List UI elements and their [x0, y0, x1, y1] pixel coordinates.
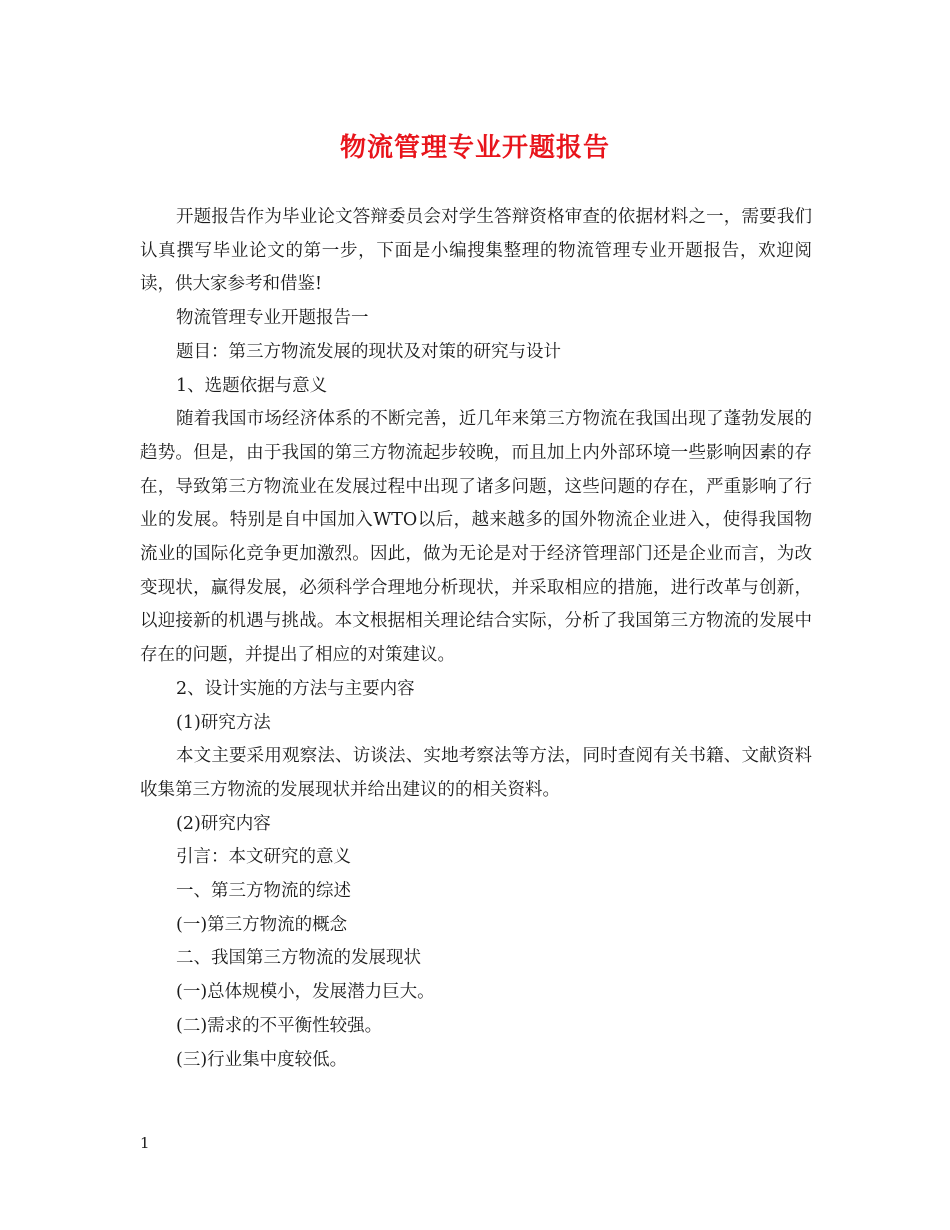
paragraph-introduction-item: 引言：本文研究的意义	[176, 847, 351, 868]
paragraph-outline-item: (三)行业集中度较低。	[176, 1049, 348, 1070]
paragraph-report-heading: 物流管理专业开题报告一	[176, 308, 369, 329]
document-body	[140, 201, 812, 1077]
paragraph-outline-item: 二、我国第三方物流的发展现状	[176, 948, 421, 969]
document-title: 物流管理专业开题报告	[339, 133, 610, 163]
paragraph-section-2-heading: 2、设计实施的方法与主要内容	[176, 678, 415, 699]
paragraph-topic: 题目：第三方物流发展的现状及对策的研究与设计	[176, 341, 561, 362]
paragraph-outline-item: (二)需求的不平衡性较强。	[176, 1015, 383, 1036]
paragraph-section-1-body: 随着我国市场经济体系的不断完善，近几年来第三方物流在我国出现了蓬勃发展的趋势。但是，由于我国的第三方物流起步较晚，而且加上内外部环境一些影响因素的存在，导致第三方物流业在发展过程中出现了诸多问题，这些问题的存在，严重影响了行业的发展。特别是自中国加入WTO以后，越来越多的国外物流企业进入，使得我国物流业的国际化竞争更加激烈。因此，做为无论是对于经济管理部门还是企业而言，为改变现状，赢得发展，必须科学合理地分析现状，并采取相应的措施，进行改革与创新，以迎接新的机遇与挑战。本文根据相关理论结合实际，分析了我国第三方物流的发展中存在的问题，并提出了相应的对策建议。	[140, 409, 812, 666]
paragraph-outline-item: 一、第三方物流的综述	[176, 881, 351, 902]
paragraph-research-method-heading: (1)研究方法	[176, 712, 271, 733]
page-number: 1	[140, 1134, 150, 1152]
paragraph-research-method-body: 本文主要采用观察法、访谈法、实地考察法等方法，同时查阅有关书籍、文献资料收集第三方物流的发展现状并给出建议的的相关资料。	[140, 746, 812, 800]
paragraph-outline-item: (一)总体规模小，发展潜力巨大。	[176, 982, 435, 1003]
paragraph-intro: 开题报告作为毕业论文答辩委员会对学生答辩资格审查的依据材料之一，需要我们认真撰写毕业论文的第一步，下面是小编搜集整理的物流管理专业开题报告，欢迎阅读，供大家参考和借鉴!	[140, 207, 812, 295]
paragraph-research-content-heading: (2)研究内容	[176, 813, 271, 834]
paragraph-section-1-heading: 1、选题依据与意义	[176, 375, 328, 396]
paragraph-outline-item: (一)第三方物流的概念	[176, 914, 348, 935]
